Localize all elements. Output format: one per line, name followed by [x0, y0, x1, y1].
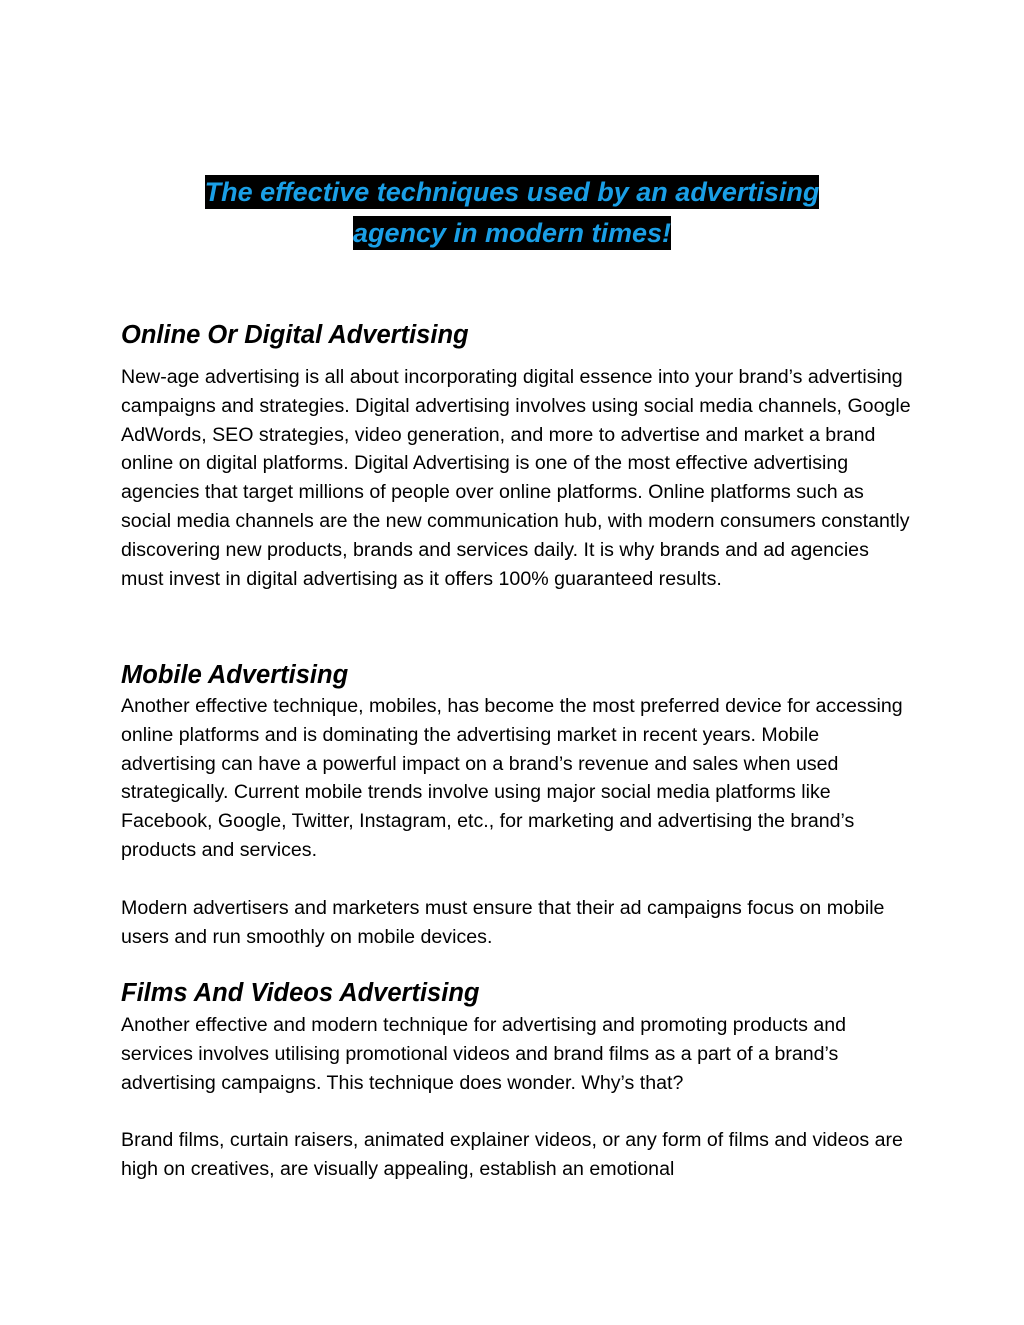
body-paragraph: Another effective and modern technique for advertising and promoting products and services involves utilising promotional videos and brand films as a part of a brand’s advertising campaigns. This technique does wonder. Why’s that? [121, 1014, 847, 1094]
section-films-videos-advertising [121, 977, 911, 1009]
body-paragraph: Another effective technique, mobiles, has become the most preferred device for accessing online platforms and is dominating the advertising market in recent years. Mobile advertising can have a powerful impact on a brand’s revenue and sales when used strategically. Current mobile trends involve using major social media platforms like Facebook, Google, Twitter, Instagram, etc., for marketing and advertising the brand’s products and services. [121, 695, 903, 861]
section-heading: Mobile Advertising [121, 661, 349, 689]
title-line-1-wrapper [0, 172, 1024, 213]
section-films-body [121, 1011, 911, 1097]
document-title [0, 172, 1024, 254]
section-heading: Online Or Digital Advertising [121, 321, 469, 349]
section-heading: Films And Videos Advertising [121, 979, 480, 1007]
section-mobile-advertising [121, 659, 911, 691]
title-line-2: agency in modern times! [352, 218, 672, 248]
section-online-digital-body [121, 363, 911, 593]
section-mobile-body [121, 692, 911, 865]
body-paragraph: Modern advertisers and marketers must ensure that their ad campaigns focus on mobile users and run smoothly on mobile devices. [121, 897, 885, 948]
body-paragraph: New-age advertising is all about incorporating digital essence into your brand’s advertising campaigns and strategies. Digital advertising involves using social media channels, Google AdWords, SEO strategies, video generation, and more to advertise and market a brand online on digital platforms. Digital Advertising is one of the most effective advertising agencies that target millions of people over online platforms. Online platforms such as social media channels are the new communication hub, with modern consumers constantly discovering new products, brands and services daily. It is why brands and ad agencies must invest in digital advertising as it offers 100% guaranteed results. [121, 366, 911, 590]
body-paragraph: Brand films, curtain raisers, animated explainer videos, or any form of films and videos are high on creatives, are visually appealing, establish an emotional [121, 1129, 903, 1180]
title-line-1: The effective techniques used by an advertising [204, 177, 820, 207]
title-line-2-wrapper [0, 213, 1024, 254]
section-online-digital-advertising [121, 319, 911, 351]
section-mobile-body-2 [121, 894, 911, 952]
section-films-body-2 [121, 1126, 911, 1184]
